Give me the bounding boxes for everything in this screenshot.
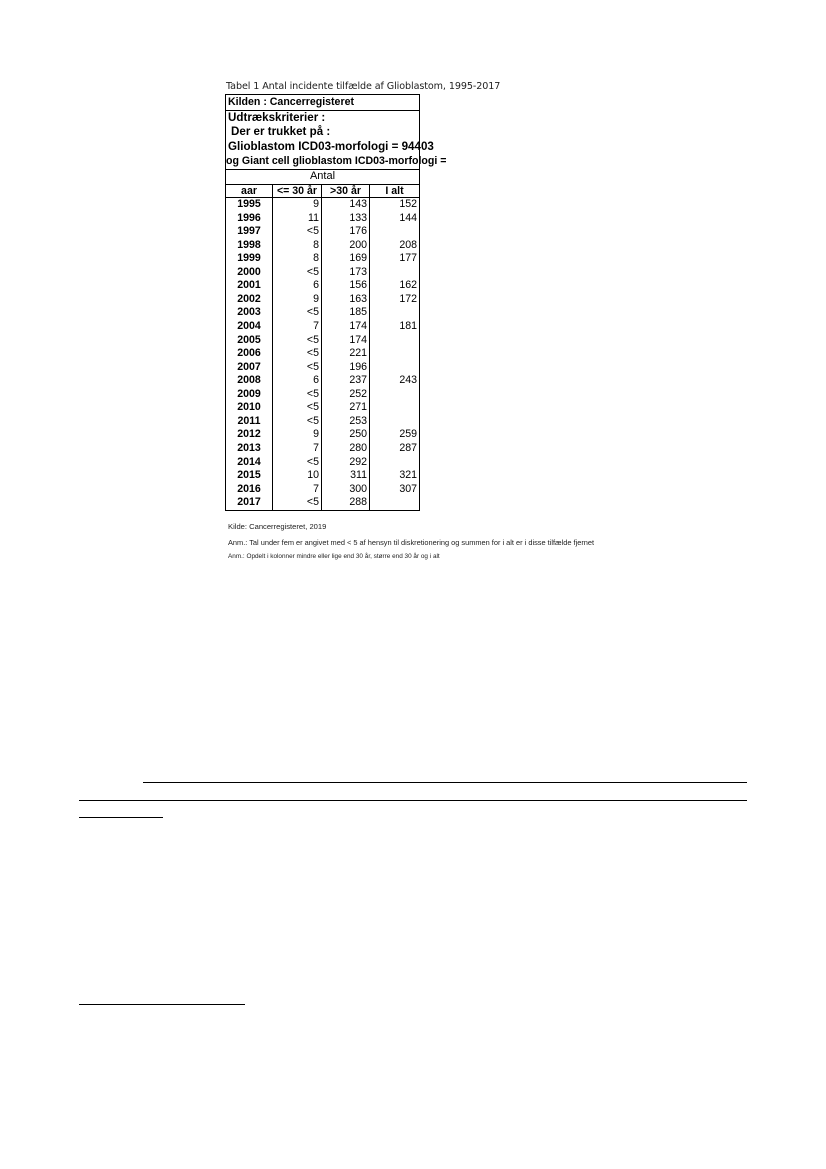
criteria-subheading: Der er trukket på : <box>231 125 331 139</box>
table-cell-total <box>370 415 419 429</box>
table-cell-year: 1995 <box>226 198 273 212</box>
table-cell-year: 2005 <box>226 334 273 348</box>
table-cell-year: 2001 <box>226 279 273 293</box>
table-cell-under-30: 9 <box>273 198 322 212</box>
table-cell-under-30: 9 <box>273 293 322 307</box>
table-cell-over-30: 174 <box>322 320 370 334</box>
table-cell-over-30: 133 <box>322 212 370 226</box>
table-cell-over-30: 185 <box>322 306 370 320</box>
source-note: Kilde: Cancerregisteret, 2019 <box>228 522 327 531</box>
table-cell-total <box>370 334 419 348</box>
table-cell-total <box>370 388 419 402</box>
table-cell-total: 177 <box>399 252 417 265</box>
table-cell-under-30: <5 <box>273 266 322 280</box>
footnote-rule <box>143 782 747 783</box>
table-cell-over-30: 280 <box>322 442 370 456</box>
table-cell-year: 2003 <box>226 306 273 320</box>
table-cell-total: 144 <box>399 211 417 224</box>
criteria-morphology-1: Glioblastom ICD03-morfologi = 94403 <box>228 139 434 153</box>
table-grid <box>226 185 419 510</box>
table-cell-year: 1998 <box>226 239 273 253</box>
table-cell-over-30: 292 <box>322 456 370 470</box>
table-cell-year: 2009 <box>226 388 273 402</box>
incidence-table <box>225 94 447 511</box>
table-cell-total: 152 <box>399 198 417 211</box>
table-cell-total <box>370 347 419 361</box>
column-header-total: I alt <box>370 185 419 199</box>
table-cell-total: 181 <box>399 320 417 333</box>
table-cell-year: 2011 <box>226 415 273 429</box>
table-cell-year: 2015 <box>226 469 273 483</box>
footnote-rule <box>79 800 747 801</box>
table-source-line: Kilden : Cancerregisteret <box>226 95 419 111</box>
table-cell-over-30: 169 <box>322 252 370 266</box>
table-cell-under-30: <5 <box>273 347 322 361</box>
table-cell-under-30: <5 <box>273 334 322 348</box>
table-cell-under-30: <5 <box>273 361 322 375</box>
table-cell-over-30: 250 <box>322 428 370 442</box>
table-cell-total <box>370 361 419 375</box>
table-cell-total: 259 <box>399 428 417 441</box>
table-cell-over-30: 174 <box>322 334 370 348</box>
table-cell-over-30: 300 <box>322 483 370 497</box>
table-cell-under-30: 9 <box>273 428 322 442</box>
table-cell-over-30: 311 <box>322 469 370 483</box>
table-cell-year: 2013 <box>226 442 273 456</box>
table-cell-total: 243 <box>399 374 417 387</box>
table-cell-total: 172 <box>399 292 417 305</box>
table-cell-year: 2004 <box>226 320 273 334</box>
table-cell-total: 162 <box>399 279 417 292</box>
criteria-morphology-2: og Giant cell glioblastom ICD03-morfologi = <box>226 155 447 168</box>
table-cell-over-30: 196 <box>322 361 370 375</box>
table-cell-over-30: 163 <box>322 293 370 307</box>
table-cell-over-30: 253 <box>322 415 370 429</box>
table-cell-year: 1999 <box>226 252 273 266</box>
table-cell-total <box>370 401 419 415</box>
table-cell-year: 2012 <box>226 428 273 442</box>
table-cell-under-30: <5 <box>273 456 322 470</box>
table-cell-total <box>370 496 419 510</box>
table-cell-year: 2016 <box>226 483 273 497</box>
table-cell-total: 208 <box>399 238 417 251</box>
table-cell-over-30: 200 <box>322 239 370 253</box>
table-cell-year: 2007 <box>226 361 273 375</box>
columns-note: Anm.: Opdelt i kolonner mindre eller lige end 30 år, større end 30 år og i alt <box>228 553 440 560</box>
table-cell-year: 1997 <box>226 225 273 239</box>
table-cell-under-30: 7 <box>273 442 322 456</box>
table-cell-over-30: 156 <box>322 279 370 293</box>
discretion-note: Anm.: Tal under fem er angivet med < 5 af hensyn til diskretionering og summen for i alt er i disse tilfælde fjernet <box>228 538 595 547</box>
table-cell-over-30: 271 <box>322 401 370 415</box>
table-cell-under-30: <5 <box>273 496 322 510</box>
table-cell-over-30: 143 <box>322 198 370 212</box>
table-cell-under-30: 10 <box>273 469 322 483</box>
table-cell-under-30: 11 <box>273 212 322 226</box>
table-cell-over-30: 288 <box>322 496 370 510</box>
table-cell-total: 287 <box>399 441 417 454</box>
table-cell-over-30: 176 <box>322 225 370 239</box>
table-cell-year: 2017 <box>226 496 273 510</box>
footnote-rule <box>79 817 163 818</box>
antal-header: Antal <box>226 169 419 185</box>
table-cell-under-30: 6 <box>273 279 322 293</box>
table-cell-year: 2014 <box>226 456 273 470</box>
table-cell-under-30: <5 <box>273 306 322 320</box>
table-cell-total <box>370 456 419 470</box>
footnote-separator <box>79 1004 245 1005</box>
table-cell-year: 2002 <box>226 293 273 307</box>
table-cell-total: 321 <box>399 469 417 482</box>
table-cell-total <box>370 225 419 239</box>
table-cell-over-30: 252 <box>322 388 370 402</box>
table-cell-over-30: 221 <box>322 347 370 361</box>
table-cell-under-30: <5 <box>273 225 322 239</box>
table-cell-total <box>370 306 419 320</box>
column-header-year: aar <box>226 185 273 199</box>
table-cell-under-30: 8 <box>273 239 322 253</box>
table-cell-year: 2006 <box>226 347 273 361</box>
table-cell-total <box>370 266 419 280</box>
table-cell-total: 307 <box>399 482 417 495</box>
table-cell-under-30: 8 <box>273 252 322 266</box>
table-cell-over-30: 173 <box>322 266 370 280</box>
table-cell-under-30: 6 <box>273 374 322 388</box>
table-cell-year: 2000 <box>226 266 273 280</box>
column-header-under-30: <= 30 år <box>273 185 322 199</box>
table-cell-under-30: 7 <box>273 320 322 334</box>
table-cell-under-30: 7 <box>273 483 322 497</box>
table-cell-over-30: 237 <box>322 374 370 388</box>
table-cell-year: 2010 <box>226 401 273 415</box>
table-cell-under-30: <5 <box>273 401 322 415</box>
table-cell-under-30: <5 <box>273 388 322 402</box>
criteria-heading: Udtrækskriterier : <box>228 110 326 124</box>
table-cell-year: 2008 <box>226 374 273 388</box>
table-caption: Tabel 1 Antal incidente tilfælde af Glioblastom, 1995-2017 <box>226 81 501 92</box>
table-cell-under-30: <5 <box>273 415 322 429</box>
table-cell-year: 1996 <box>226 212 273 226</box>
column-header-over-30: >30 år <box>322 185 370 199</box>
